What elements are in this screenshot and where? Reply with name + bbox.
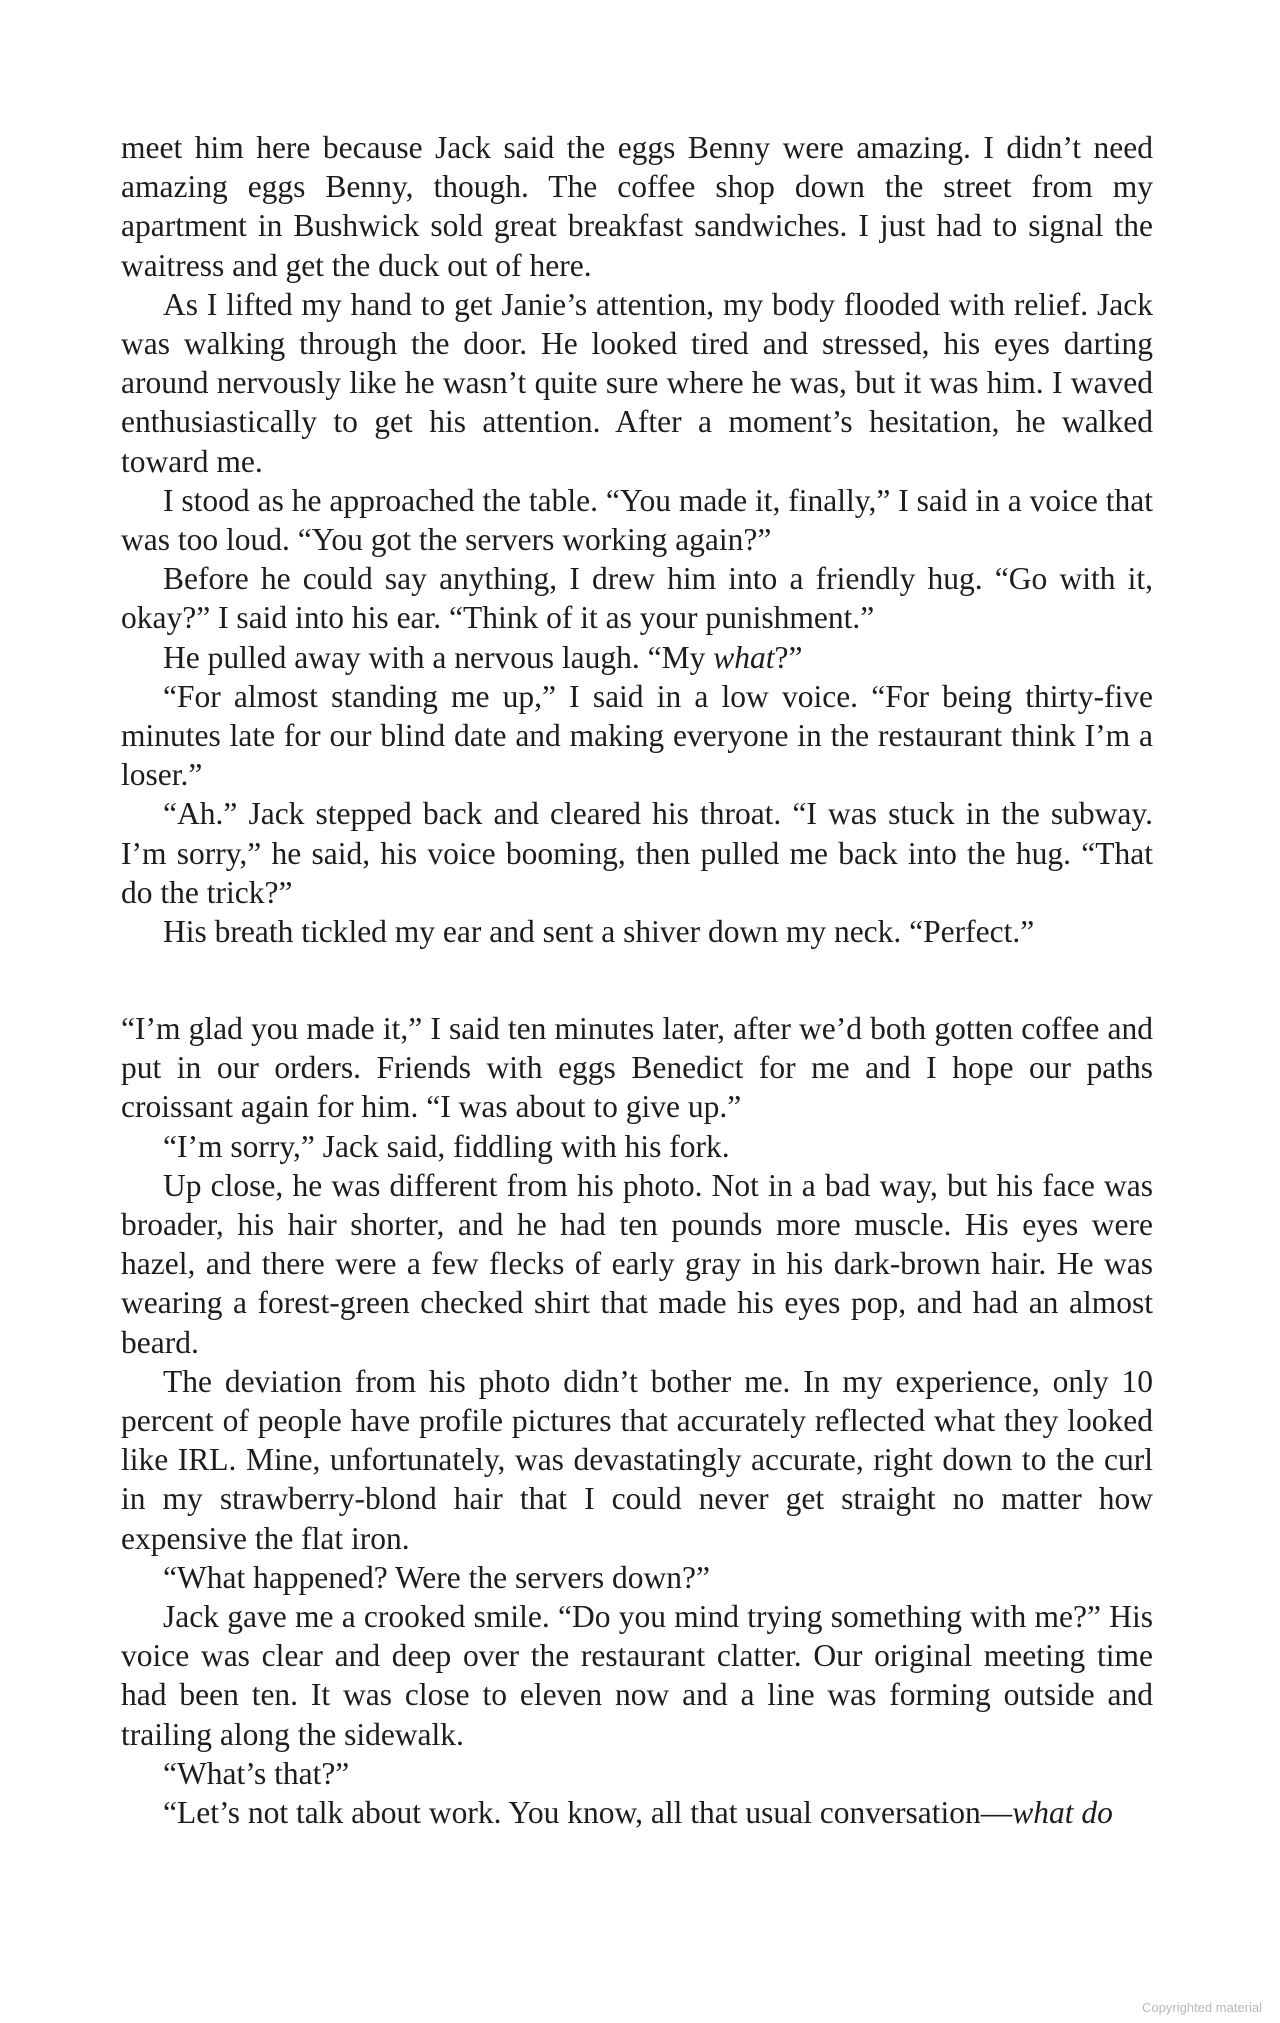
paragraph: As I lifted my hand to get Janie’s attention, my body flooded with relief. Jack was walking through the door. He looked tired and stressed, his eyes darting around nervously like he wasn’t quite sure where he was, but it was him. I waved enthusiastically to get his attention. After a moment’s hesitation, he walked toward me.: [121, 286, 1153, 479]
paragraph-text: He pulled away with a nervous laugh. “My: [163, 639, 714, 675]
emphasis-text: what do: [1012, 1795, 1113, 1831]
paragraph: “What happened? Were the servers down?”: [163, 1559, 710, 1595]
paragraph: “For almost standing me up,” I said in a low voice. “For being thirty-five minutes late for our blind date and making everyone in the restaurant think I’m a loser.”: [121, 678, 1153, 793]
paragraph-text: ?”: [774, 639, 803, 675]
paragraph: The deviation from his photo didn’t bother me. In my experience, only 10 percent of people have profile pictures that accurately reflected what they looked like IRL. Mine, unfortunately, was devastatingly accurate, right down to the curl in my strawberry-blond hair that I could never get straight no matter how expensive the flat iron.: [121, 1363, 1153, 1556]
paragraph: Jack gave me a crooked smile. “Do you mind trying something with me?” His voice was clear and deep over the restaurant clatter. Our original meeting time had been ten. It was close to eleven now and a line was forming outside and trailing along the sidewalk.: [121, 1599, 1153, 1752]
emphasis-text: what: [713, 639, 775, 675]
copyright-notice: Copyrighted material: [1142, 2000, 1262, 2015]
paragraph: [121, 638, 1153, 677]
paragraph-text: “Let’s not talk about work. You know, all that usual conversation—: [163, 1795, 1013, 1831]
paragraph: Before he could say anything, I drew him into a friendly hug. “Go with it, okay?” I said into his ear. “Think of it as your punishment.”: [121, 561, 1153, 636]
paragraph: “I’m sorry,” Jack said, fiddling with his fork.: [163, 1128, 730, 1164]
paragraph: “Ah.” Jack stepped back and cleared his throat. “I was stuck in the subway. I’m sorry,” he said, his voice booming, then pulled me back into the hug. “That do the trick?”: [121, 796, 1153, 910]
paragraph: “I’m glad you made it,” I said ten minutes later, after we’d both gotten coffee and put in our orders. Friends with eggs Benedict for me and I hope our paths croissant again for him. “I was about to give up.”: [121, 1011, 1153, 1125]
paragraph: “What’s that?”: [163, 1755, 350, 1791]
paragraph: His breath tickled my ear and sent a shiver down my neck. “Perfect.”: [163, 914, 1035, 950]
text-section-one: [121, 128, 1153, 951]
paragraph: Up close, he was different from his photo. Not in a bad way, but his face was broader, his hair shorter, and he had ten pounds more muscle. His eyes were hazel, and there were a few flecks of early gray in his dark-brown hair. He was wearing a forest-green checked shirt that made his eyes pop, and had an almost beard.: [121, 1167, 1153, 1360]
paragraph: [121, 1793, 1153, 1832]
paragraph: I stood as he approached the table. “You made it, finally,” I said in a voice that was too loud. “You got the servers working again?”: [121, 482, 1153, 558]
text-section-two: [121, 1009, 1153, 1832]
paragraph: meet him here because Jack said the eggs Benny were amazing. I didn’t need amazing eggs Benny, though. The coffee shop down the street from my apartment in Bushwick sold great breakfast sandwiches. I just had to signal the waitress and get the duck out of here.: [121, 130, 1153, 283]
